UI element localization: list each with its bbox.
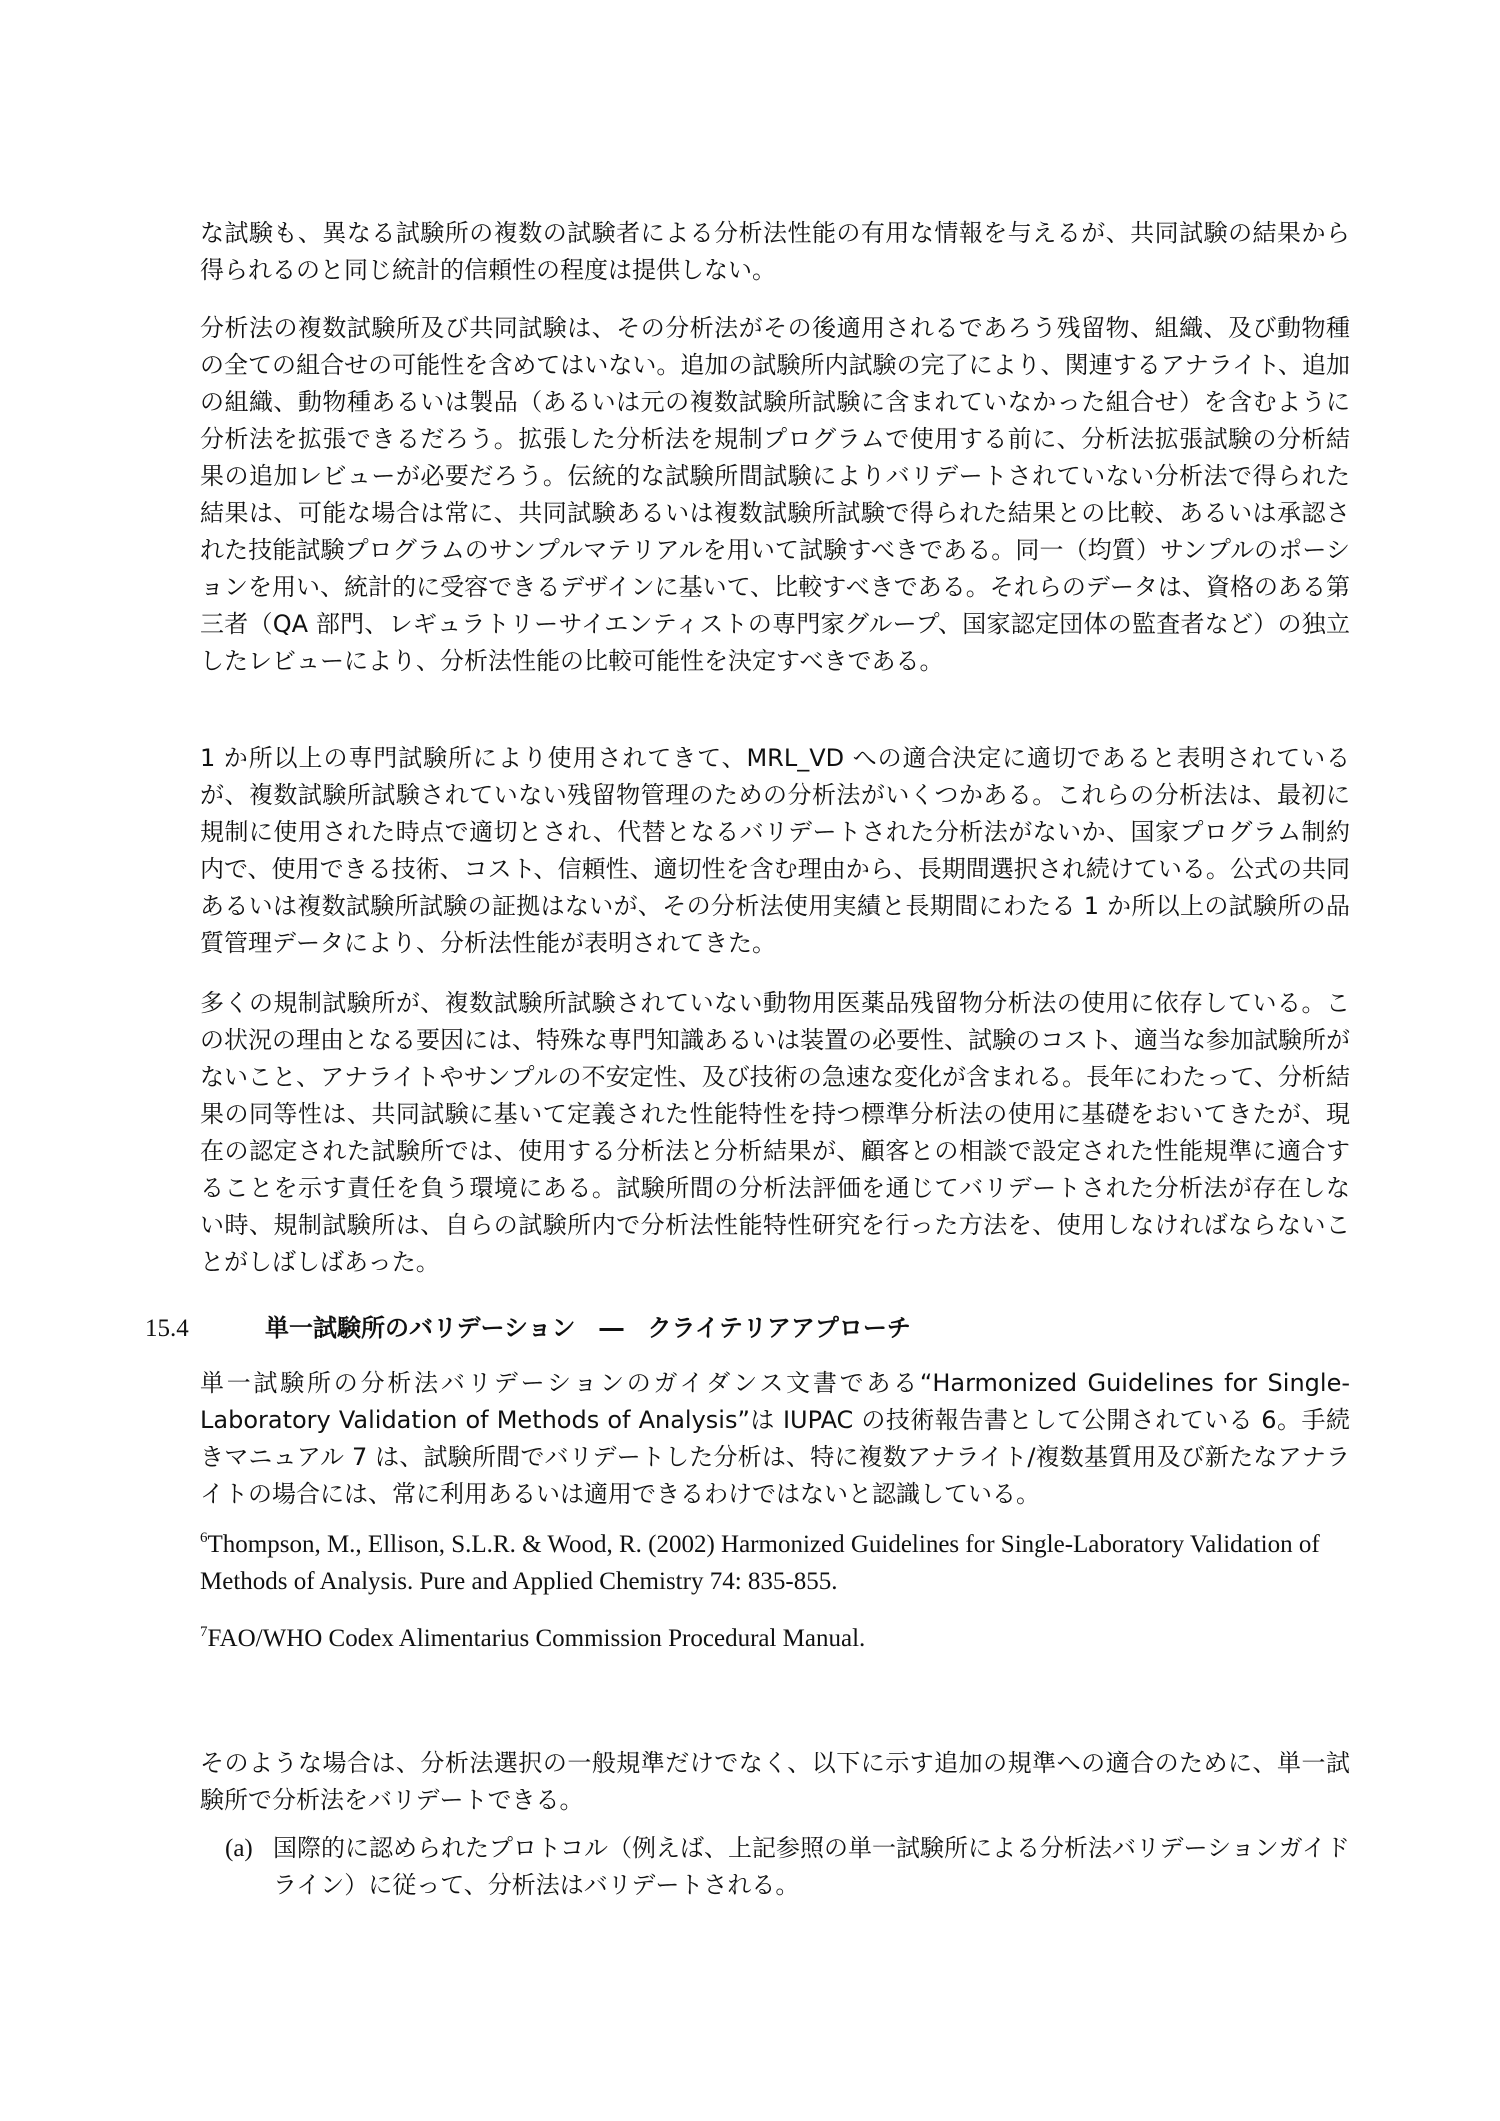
paragraph-2: 分析法の複数試験所及び共同試験は、その分析法がその後適用されるであろう残留物、組織、及び動物種の全ての組合せの可能性を含めてはいない。追加の試験所内試験の完了により、関連するアナライト、追加の組織、動物種あるいは製品（あるいは元の複数試験所試験に含まれていなかった組合せ）を含むように分析法を拡張できるだろう。拡張した分析法を規制プログラムで使用する前に、分析法拡張試験の分析結果の追加レビューが必要だろう。伝統的な試験所間試験によりバリデートされていない分析法で得られた結果は、可能な場合は常に、共同試験あるいは複数試験所試験で得られた結果との比較、あるいは承認された技能試験プログラムのサンプルマテリアルを用いて試験すべきである。同一（均質）サンプルのポーションを用い、統計的に受容できるデザインに基いて、比較すべきである。それらのデータは、資格のある第三者（QA 部門、レギュラトリーサイエンティストの専門家グループ、国家認定団体の監査者など）の独立したレビューにより、分析法性能の比較可能性を決定すべきである。 [200,314,1350,675]
section-title: 単一試験所のバリデーション ― クライテリアアプローチ [265,1314,911,1342]
paragraph-3: 1 か所以上の専門試験所により使用されてきて、MRL_VD への適合決定に適切であると表明されているが、複数試験所試験されていない残留物管理のための分析法がいくつかある。これらの分析法は、最初に規制に使用された時点で適切とされ、代替となるバリデートされた分析法がないか、国家プログラム制約内で、使用できる技術、コスト、信頼性、適切性を含む理由から、長期間選択され続けている。公式の共同あるいは複数試験所試験の証拠はないが、その分析法使用実績と長期間にわたる 1 か所以上の試験所の品質管理データにより、分析法性能が表明されてきた。 [200,744,1350,957]
list-item [225,1830,1355,1904]
footnote-text: FAO/WHO Codex Alimentarius Commission Procedural Manual. [207,1625,866,1652]
footnote-text: Thompson, M., Ellison, S.L.R. & Wood, R. (2002) Harmonized Guidelines for Single-Laboratory Validation of Methods of Analysis. Pure and Applied Chemistry 74: 835-855. [200,1531,1320,1595]
paragraph-4: 多くの規制試験所が、複数試験所試験されていない動物用医薬品残留物分析法の使用に依存している。この状況の理由となる要因には、特殊な専門知識あるいは装置の必要性、試験のコスト、適当な参加試験所がないこと、アナライトやサンプルの不安定性、及び技術の急速な変化が含まれる。長年にわたって、分析結果の同等性は、共同試験に基いて定義された性能特性を持つ標準分析法の使用に基礎をおいてきたが、現在の認定された試験所では、使用する分析法と分析結果が、顧客との相談で設定された性能規準に適合することを示す責任を負う環境にある。試験所間の分析法評価を通じてバリデートされた分析法が存在しない時、規制試験所は、自らの試験所内で分析法性能特性研究を行った方法を、使用しなければならないことがしばしばあった。 [200,989,1350,1276]
paragraph-1: な試験も、異なる試験所の複数の試験者による分析法性能の有用な情報を与えるが、共同試験の結果から得られるのと同じ統計的信頼性の程度は提供しない。 [200,219,1350,284]
closing-paragraph: そのような場合は、分析法選択の一般規準だけでなく、以下に示す追加の規準への適合のために、単一試験所で分析法をバリデートできる。 [200,1749,1350,1814]
footnote-7 [200,1620,1350,1657]
section-paragraph-1: 単一試験所の分析法バリデーションのガイダンス文書である“Harmonized Guidelines for Single-Laboratory Validation of Methods of Analysis”は IUPAC の技術報告書として公開されている 6。手続きマニュアル 7 は、試験所間でバリデートした分析は、特に複数アナライト/複数基質用及び新たなアナライトの場合には、常に利用あるいは適用できるわけではないと認識している。 [200,1369,1350,1508]
list-item-text: 国際的に認められたプロトコル（例えば、上記参照の単一試験所による分析法バリデーションガイドライン）に従って、分析法はバリデートされる。 [273,1834,1350,1899]
section-number: 15.4 [145,1315,189,1342]
footnote-6 [200,1526,1350,1600]
footnote-mark: 7 [200,1624,208,1640]
section-heading [145,1310,1345,1347]
footnote-mark: 6 [200,1530,208,1546]
list-item-marker: (a) [225,1835,253,1862]
